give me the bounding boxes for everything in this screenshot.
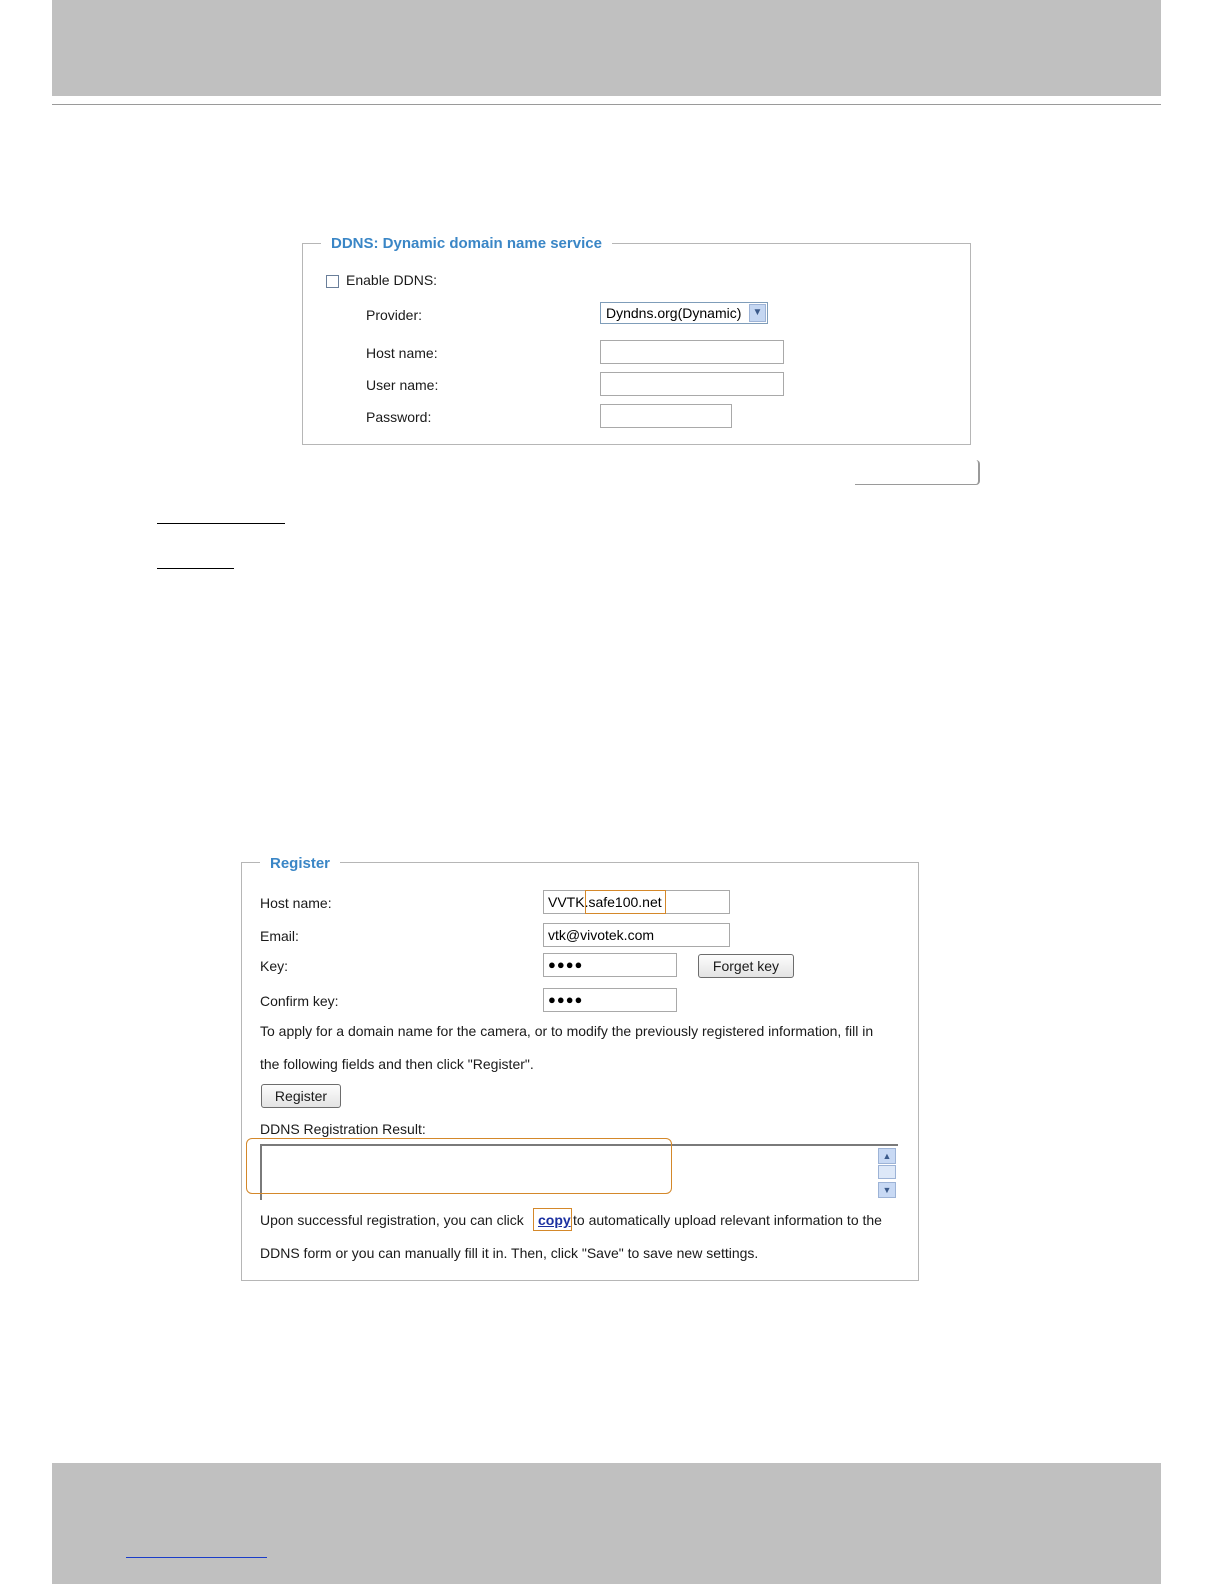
registration-result-label: DDNS Registration Result: (260, 1121, 426, 1137)
ddns-password-input[interactable] (600, 404, 732, 428)
domain-highlight-box (585, 890, 666, 914)
key-input[interactable]: ●●●● (543, 953, 677, 977)
enable-ddns-checkbox[interactable] (326, 275, 339, 288)
forget-key-button[interactable]: Forget key (698, 954, 794, 978)
email-label: Email: (260, 928, 299, 944)
user-name-label: User name: (366, 377, 439, 393)
host-prefix: VVTK. (548, 894, 589, 910)
text-underline (157, 523, 285, 524)
register-panel-title: Register (260, 855, 340, 873)
copy-note-before: Upon successful registration, you can click (260, 1212, 524, 1228)
page-header-band (52, 0, 1161, 96)
register-instructions-line1: To apply for a domain name for the camera, or to modify the previously registered information, fill in (260, 1023, 874, 1039)
result-highlight-box (246, 1138, 672, 1194)
confirm-key-input[interactable]: ●●●● (543, 988, 677, 1012)
text-underline (157, 568, 234, 569)
save-button-cropped[interactable] (855, 460, 980, 485)
provider-selected-value: Dyndns.org(Dynamic) (606, 305, 742, 321)
scroll-thumb[interactable] (878, 1165, 896, 1179)
scroll-down-icon[interactable]: ▼ (878, 1182, 896, 1198)
footer-link-underline[interactable] (126, 1557, 267, 1558)
copy-highlight-box (533, 1208, 572, 1231)
ddns-panel-title: DDNS: Dynamic domain name service (321, 235, 612, 253)
ddns-host-name-input[interactable] (600, 340, 784, 364)
register-instructions-line2: the following fields and then click "Register". (260, 1056, 534, 1072)
provider-label: Provider: (366, 307, 423, 323)
copy-note-line2: DDNS form or you can manually fill it in. Then, click "Save" to save new settings. (260, 1245, 759, 1261)
copy-note-after: to automatically upload relevant information to the (573, 1212, 882, 1228)
page-footer-band (52, 1463, 1161, 1584)
header-divider (52, 104, 1161, 105)
password-label: Password: (366, 409, 432, 425)
chevron-down-icon[interactable]: ▼ (749, 304, 766, 322)
host-name-label: Host name: (366, 345, 438, 361)
scroll-up-icon[interactable]: ▲ (878, 1148, 896, 1164)
key-label: Key: (260, 958, 289, 974)
register-button[interactable]: Register (261, 1084, 341, 1108)
email-input[interactable]: vtk@vivotek.com (543, 923, 730, 947)
provider-select[interactable] (600, 302, 768, 324)
copy-link[interactable]: copy (538, 1212, 571, 1228)
register-host-name-label: Host name: (260, 895, 332, 911)
enable-ddns-label: Enable DDNS: (346, 272, 438, 288)
ddns-user-name-input[interactable] (600, 372, 784, 396)
confirm-key-label: Confirm key: (260, 993, 339, 1009)
host-domain-suffix: safe100.net (588, 894, 662, 910)
